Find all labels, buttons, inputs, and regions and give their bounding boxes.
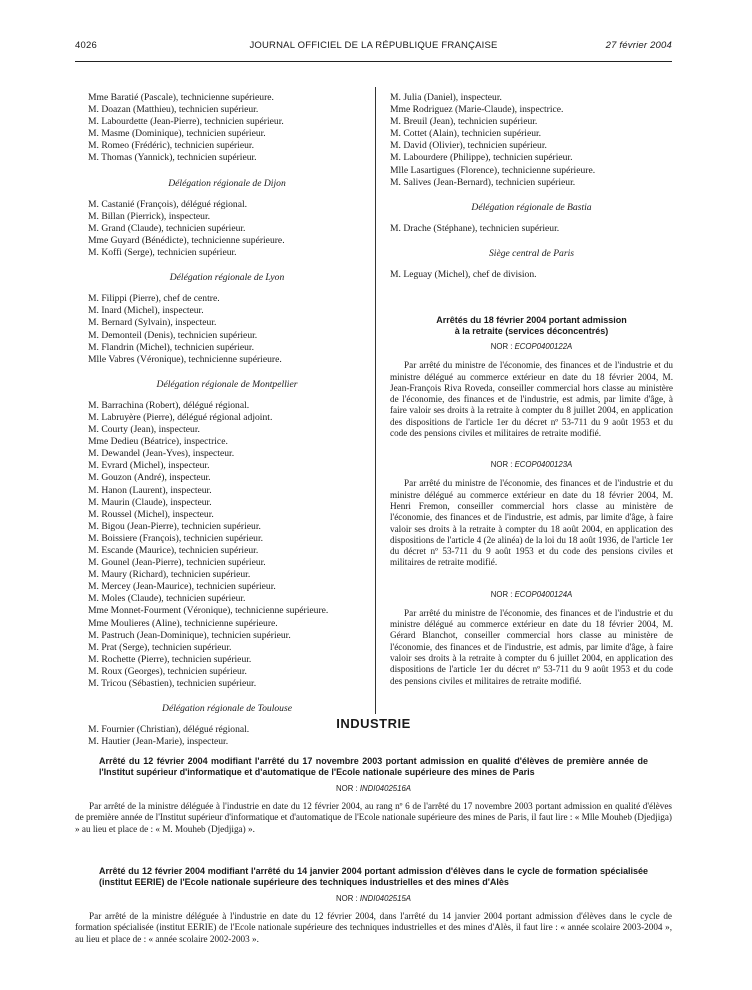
nor-label: NOR : [490, 589, 513, 599]
header-rule [75, 61, 672, 62]
list-item: Mme Monnet-Fourment (Véronique), technicienne supérieure. [88, 605, 329, 617]
list-item: M. Evrard (Michel), inspecteur. [88, 460, 210, 472]
section-heading: Délégation régionale de Lyon [169, 272, 285, 284]
publication-date: 27 février 2004 [605, 40, 672, 51]
list-item: M. Mercey (Jean-Maurice), technicien supérieur. [88, 581, 276, 593]
list-item: M. David (Olivier), technicien supérieur. [390, 140, 547, 152]
list-item: M. Thomas (Yannick), technicien supérieur. [88, 152, 257, 164]
list-item: M. Castanié (François), délégué régional. [88, 198, 248, 210]
section-heading: Délégation régionale de Bastia [471, 201, 592, 213]
list-item: M. Inard (Michel), inspecteur. [88, 305, 204, 317]
nor-reference [390, 341, 673, 353]
arrete-paragraph: Par arrêté du ministre de l'économie, des finances et de l'industrie et du ministre délégué au commerce extérieur en date du 18 février 2004, M. Henri Fremon, conseiller commercial hors classe au ministère de l'économie, des finances et de l'industrie, est admis, par limite d'âge, à faire valoir ses droits à la retraite à compter du 18 août 2004, en application des dispositions de l'article 4 (2e alinéa) de la loi du 18 août 1936, de l'article 1er du décret nº 53-711 du 9 août 1953 et du code des pensions civiles et militaires de retraite modifié. [390, 478, 673, 568]
list-item: M. Cottet (Alain), technicien supérieur. [390, 128, 542, 140]
list-item: Mme Moulieres (Aline), technicienne supérieure. [88, 617, 278, 629]
list-item: M. Bernard (Sylvain), inspecteur. [88, 317, 217, 329]
right-column [390, 92, 673, 687]
list-item: M. Drache (Stéphane), technicien supérieur. [390, 222, 560, 234]
list-item: Mme Baratié (Pascale), technicienne supérieure. [88, 92, 274, 103]
section-heading: Siège central de Paris [489, 247, 574, 259]
list-item: M. Breuil (Jean), technicien supérieur. [390, 116, 538, 128]
list-item: Mme Dedieu (Béatrice), inspectrice. [88, 436, 228, 448]
list-item: M. Doazan (Matthieu), technicien supérieur. [88, 104, 259, 116]
list-item: M. Demonteil (Denis), technicien supérieur. [88, 329, 258, 341]
list-item: M. Escande (Maurice), technicien supérieur. [88, 545, 259, 556]
list-item: M. Flandrin (Michel), technicien supérieur. [88, 341, 254, 353]
list-item: M. Gounel (Jean-Pierre), technicien supérieur. [88, 557, 266, 569]
nor-reference [75, 894, 672, 903]
list-item: M. Maury (Richard), technicien supérieur. [88, 569, 251, 581]
nor-label: NOR : [336, 894, 358, 903]
list-item: M. Hautier (Jean-Marie), inspecteur. [88, 736, 229, 748]
arrete-title: Arrêté du 12 février 2004 modifiant l'arrêté du 17 novembre 2003 portant admission en qualité d'élèves de première année de l'Institut supérieur d'informatique et d'automatique de l'Ecole nationale supérieure des mines de Paris [99, 756, 648, 777]
list-item: M. Masme (Dominique), technicien supérieur. [88, 128, 266, 140]
list-item: M. Tricou (Sébastien), technicien supérieur. [88, 678, 257, 690]
list-item: Mme Guyard (Bénédicte), technicienne supérieure. [88, 234, 285, 246]
section-heading: Délégation régionale de Dijon [168, 177, 286, 189]
nor-code: ECOP0400124A [514, 589, 573, 599]
list-item: M. Roux (Georges), technicien supérieur. [88, 665, 247, 677]
list-item: M. Julia (Daniel), inspecteur. [390, 92, 502, 103]
nor-code: INDI0402515A [359, 894, 411, 903]
arrete-paragraph: Par arrêté du ministre de l'économie, des finances et de l'industrie et du ministre délégué au commerce extérieur en date du 18 février 2004, M. Gérard Blanchot, conseiller commercial hors classe au ministère de l'économie, des finances et de l'industrie, est admis, par limite d'âge, à faire valoir ses droits à la retraite à compter du 6 juillet 2004, en application des dispositions de l'article 1er du décret nº 53-711 du 9 août 1953 et du code des pensions civiles et militaires de retraite modifié. [390, 607, 673, 686]
list-item: M. Leguay (Michel), chef de division. [390, 269, 537, 281]
list-item: M. Salives (Jean-Bernard), technicien supérieur. [390, 176, 576, 188]
list-item: M. Filippi (Pierre), chef de centre. [88, 293, 220, 305]
nor-label: NOR : [336, 784, 358, 793]
left-column [88, 92, 366, 748]
nor-code: ECOP0400123A [514, 460, 573, 470]
list-item: M. Roussel (Michel), inspecteur. [88, 508, 214, 520]
list-item: M. Labourdere (Philippe), technicien supérieur. [390, 152, 573, 164]
arretes-title [390, 315, 673, 337]
arrete-paragraph: Par arrêté de la ministre déléguée à l'industrie en date du 12 février 2004, au rang nº 6 de l'arrêté du 17 novembre 2003 portant admission en qualité d'élèves de première année de l'Institut supérieur d'informatique et d'automatique de l'Ecole nationale supérieure des mines de Paris, il faut lire : « Mlle Mouheb (Djedjiga) » au lieu et place de : « M. Mouheb (Djedjiga) ». [75, 801, 672, 834]
list-item: M. Courty (Jean), inspecteur. [88, 424, 200, 436]
industrie-arrete-2 [75, 866, 672, 945]
page-number: 4026 [75, 40, 97, 51]
list-item: M. Barrachina (Robert), délégué régional. [88, 399, 250, 411]
list-item: Mlle Lasartigues (Florence), technicienne supérieure. [390, 164, 596, 176]
list-item: M. Boissiere (François), technicien supérieur. [88, 532, 264, 544]
list-item: M. Moles (Claude), technicien supérieur. [88, 593, 246, 605]
list-item: M. Pastruch (Jean-Dominique), technicien supérieur. [88, 629, 291, 641]
nor-reference [390, 459, 673, 471]
section-title-industrie: INDUSTRIE [336, 716, 411, 731]
list-item: M. Grand (Claude), technicien supérieur. [88, 222, 246, 234]
list-item: M. Fournier (Christian), délégué régional. [88, 724, 250, 736]
section-heading: Délégation régionale de Montpellier [156, 378, 298, 390]
nor-code: ECOP0400122A [514, 342, 573, 352]
list-item: M. Rochette (Pierre), technicien supérieur. [88, 653, 252, 665]
arrete-title: Arrêté du 12 février 2004 modifiant l'arrêté du 14 janvier 2004 portant admission d'élèves dans le cycle de formation spécialisée (institut EERIE) de l'Ecole nationale supérieure des techniques industrielles et des mines d'Alès [99, 866, 648, 887]
list-item: M. Labourdette (Jean-Pierre), technicien supérieur. [88, 116, 284, 128]
list-item: M. Hanon (Laurent), inspecteur. [88, 484, 212, 496]
column-divider [375, 87, 376, 714]
arrete-paragraph: Par arrêté de la ministre déléguée à l'industrie en date du 12 février 2004, dans l'arrêté du 14 janvier 2004 portant admission d'élèves dans le cycle de formation spécialisée (institut EERIE) de l'Ecole nationale supérieure des techniques industrielles et des mines d'Alès, il faut lire : « année scolaire 2003-2004 », au lieu et place de : « année scolaire 2002-2003 ». [75, 911, 672, 944]
nor-code: INDI0402516A [359, 784, 411, 793]
arrete-paragraph: Par arrêté du ministre de l'économie, des finances et de l'industrie et du ministre délégué au commerce extérieur en date du 18 février 2004, M. Jean-François Riva Roveda, conseiller commercial hors classe au ministère de l'économie, des finances et de l'industrie, est admis, par limite d'âge, à faire valoir ses droits à la retraite à compter du 8 juillet 2004, en application des dispositions de l'article 1er du décret nº 53-711 du 9 août 1953 et du code des pensions civiles et militaires de retraite modifié. [390, 360, 673, 438]
list-item: M. Billan (Pierrick), inspecteur. [88, 210, 211, 222]
nor-reference [75, 784, 672, 793]
list-item: M. Maurin (Claude), inspecteur. [88, 496, 212, 508]
journal-title: JOURNAL OFFICIEL DE LA RÉPUBLIQUE FRANÇAISE [249, 40, 498, 51]
arretes-title-line1: Arrêtés du 18 février 2004 portant admission [436, 315, 627, 326]
page-header [75, 40, 672, 54]
list-item: M. Prat (Serge), technicien supérieur. [88, 641, 232, 653]
arretes-title-line2: à la retraite (services déconcentrés) [454, 326, 609, 337]
list-item: Mlle Vabres (Véronique), technicienne supérieure. [88, 353, 282, 365]
nor-label: NOR : [490, 460, 513, 470]
list-item: Mme Rodriguez (Marie-Claude), inspectrice. [390, 104, 564, 116]
list-item: M. Koffi (Serge), technicien supérieur. [88, 247, 237, 259]
industrie-arrete-1 [75, 756, 672, 835]
list-item: M. Gouzon (André), inspecteur. [88, 472, 211, 484]
nor-label: NOR : [490, 342, 513, 352]
section-heading: Délégation régionale de Toulouse [162, 703, 292, 715]
list-item: M. Dewandel (Jean-Yves), inspecteur. [88, 448, 235, 460]
nor-reference [390, 589, 673, 601]
list-item: M. Romeo (Frédéric), technicien supérieur. [88, 140, 254, 152]
list-item: M. Labruyère (Pierre), délégué régional adjoint. [88, 411, 273, 423]
list-item: M. Bigou (Jean-Pierre), technicien supérieur. [88, 520, 261, 532]
